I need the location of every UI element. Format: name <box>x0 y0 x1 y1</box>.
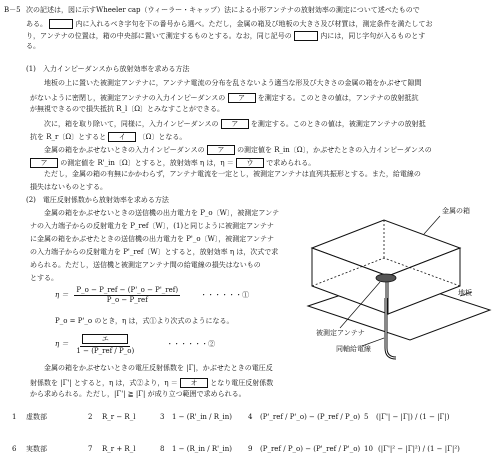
label-antenna: 被測定アンテナ <box>316 329 365 337</box>
intro-line-2 <box>26 19 432 29</box>
s2-l2: ナの入力端子からの反射電力を P_ref〔W〕，(1)と同じように被測定アンテナ <box>30 222 274 230</box>
section1-title: (1) 入力インピーダンスから放射効率を求める方法 <box>26 65 190 73</box>
eta-symbol: η ＝ <box>55 340 69 348</box>
choice-8-num: 8 <box>160 445 165 453</box>
intro-line-3 <box>26 31 425 41</box>
answer-box-a: ア <box>228 93 256 103</box>
s2-l1: 金属の箱をかぶせないときの送信機の出力電力を P_o〔W〕，被測定アンテ <box>44 209 280 217</box>
s1-p2-l2 <box>30 132 186 142</box>
choice-1-num: 1 <box>12 413 17 421</box>
choice-4-num: 4 <box>248 413 253 421</box>
intro-text-d: 内には，同じ字句が入るものとす <box>320 32 426 40</box>
eq1-denominator: P_o − P_ref <box>106 296 148 304</box>
eq1-tag: ・・・・・・① <box>200 291 250 299</box>
answer-box-a: ア <box>207 145 235 155</box>
choice-3-num: 3 <box>160 413 165 421</box>
eq2-denominator: 1 − (P_ref / P_o) <box>76 347 135 355</box>
s1-text: 次に，箱を取り除いて，同様に，入力インピーダンスの <box>44 120 219 128</box>
s1-p1-l2 <box>30 93 419 103</box>
eq2-numerator <box>80 334 130 347</box>
section2-title: (2) 電圧反射係数から放射効率を求める方法 <box>26 196 169 204</box>
antenna-element <box>376 274 396 282</box>
leader-line <box>424 216 440 234</box>
choice-4: (P'_ref / P'_o) − (P_ref / P_o) <box>260 413 361 421</box>
choice-10: (|Γ'|² − |Γ|²) / (1 − |Γ|²) <box>378 445 460 453</box>
answer-box-u: ウ <box>236 158 264 168</box>
equation-2 <box>55 334 215 355</box>
equation-1 <box>55 287 249 304</box>
answer-box-a: ア <box>30 158 58 168</box>
answer-box-e: エ <box>82 334 128 344</box>
s1-text: 〔Ω〕となる。 <box>138 133 187 141</box>
choice-7-num: 7 <box>88 445 93 453</box>
s2-l5: められる。ただし，送信機と被測定アンテナ間の給電線の損失はないもの <box>30 261 261 269</box>
s1-p3-l1 <box>44 145 432 155</box>
s2-condition: P_o = P'_o のとき，η は，式①より次式のようになる。 <box>55 317 234 325</box>
choice-3: 1 − (R'_in / R_in) <box>172 413 232 421</box>
s2-text: 射係数を |Γ'| とすると，η は，式②より，η ＝ <box>30 379 178 387</box>
intro-text-b: 内に入れるべき字句を下の番号から選べ。ただし，金属の箱及び地板の大きさ及び材質は，測定条件を満たしてお <box>75 20 433 28</box>
choice-6: 実数部 <box>26 445 47 453</box>
choice-7: R_r + R_l <box>102 445 136 453</box>
choice-5-num: 5 <box>364 413 369 421</box>
s1-p4-l1: ただし，金属の箱の有無にかかわらず，アンテナ電流を一定とし，被測定アンテナは直列共振形とする。また，給電線の <box>44 170 421 178</box>
blank-box-sample <box>49 19 73 29</box>
s2-l4: の入力端子からの反射電力を P'_ref〔W〕とすると，放射効率 η は，次式で求 <box>30 248 279 256</box>
s1-p4-l2: 損失はないものとする。 <box>30 183 107 191</box>
label-ground-plane: 地板 <box>458 289 472 297</box>
choice-9: (P_ref / P_o) − (P'_ref / P'_o) <box>260 445 361 453</box>
s1-p3-l2 <box>30 158 315 168</box>
eta-symbol: η ＝ <box>55 291 69 299</box>
choice-6-num: 6 <box>12 445 17 453</box>
choice-2: R_r − R_l <box>102 413 136 421</box>
answer-box-i: イ <box>108 132 136 142</box>
wheeler-cap-figure <box>300 198 496 368</box>
s1-text: で求められる。 <box>266 159 316 167</box>
s1-text: 金属の箱をかぶせないときの入力インピーダンスの <box>44 146 205 154</box>
problem-id: B－5 <box>4 6 21 14</box>
choice-10-num: 10 <box>364 445 373 453</box>
s1-p1-l1: 地板の上に置いた被測定アンテナに，アンテナ電流の分布を乱さないよう適当な形及び大きさの金属の箱をかぶせて隙間 <box>44 79 422 87</box>
s2-tail-3: から求められる。ただし，|Γ'| ≧ |Γ| が成り立つ範囲で求められる。 <box>30 390 246 398</box>
choice-5: (|Γ'| − |Γ|) / (1 − |Γ|) <box>376 413 450 421</box>
choice-1: 虚数部 <box>26 413 47 421</box>
eq2-tag: ・・・・・・② <box>166 340 216 348</box>
s2-l6: とする。 <box>30 274 58 282</box>
blank-box-sample <box>294 31 318 41</box>
s1-text: を測定する。このときの値は，アンテナの放射抵抗 <box>257 94 419 102</box>
eq2-fraction <box>74 334 136 355</box>
answer-box-a: ア <box>221 119 249 129</box>
answer-box-o: オ <box>180 378 208 388</box>
s1-text: 抗を R_r〔Ω〕とすると <box>30 133 107 141</box>
label-metal-box: 金属の箱 <box>442 207 470 215</box>
label-coax-feed: 同軸給電線 <box>336 345 371 353</box>
intro-line-1: 次の記述は，図に示すWheeler cap（ウィーラー・キャップ）法による小形アンテナの放射効率の測定について述べたもので <box>26 6 420 14</box>
s1-text: の測定値を R_in〔Ω〕，かぶせたときの入力インピーダンスの <box>237 146 432 154</box>
choice-2-num: 2 <box>88 413 93 421</box>
s1-p2-l1 <box>44 119 426 129</box>
s2-tail-2 <box>30 378 273 388</box>
s2-tail-1: 金属の箱をかぶせないときの電圧反射係数を |Γ|，かぶせたときの電圧反 <box>44 364 273 372</box>
s2-text: となり電圧反射係数 <box>210 379 274 387</box>
intro-text-a: ある。 <box>26 20 47 28</box>
eq1-fraction <box>74 287 180 304</box>
choice-9-num: 9 <box>248 445 253 453</box>
s1-text: を測定する。このときの値は，被測定アンテナの放射抵 <box>250 120 426 128</box>
intro-line-4: る。 <box>26 42 40 50</box>
s1-p1-l3: が無視できるので損失抵抗 R_l〔Ω〕とみなすことができる。 <box>30 105 225 113</box>
s1-text: の測定値を R'_in〔Ω〕とすると，放射効率 η は，η ＝ <box>60 159 234 167</box>
s1-text: がないように密閉し，被測定アンテナの入力インピーダンスの <box>30 94 226 102</box>
eq1-numerator: P_o − P_ref − (P'_o − P'_ref) <box>76 286 179 294</box>
choice-8: 1 − (R_in / R'_in) <box>172 445 232 453</box>
intro-text-c: り，アンテナの位置は，箱の中央部に置いて測定するものとする。なお，同じ記号の <box>26 32 292 40</box>
s2-l3: に金属の箱をかぶせたときの送信機の出力電力を P'_o〔W〕，被測定アンテナ <box>30 235 274 243</box>
